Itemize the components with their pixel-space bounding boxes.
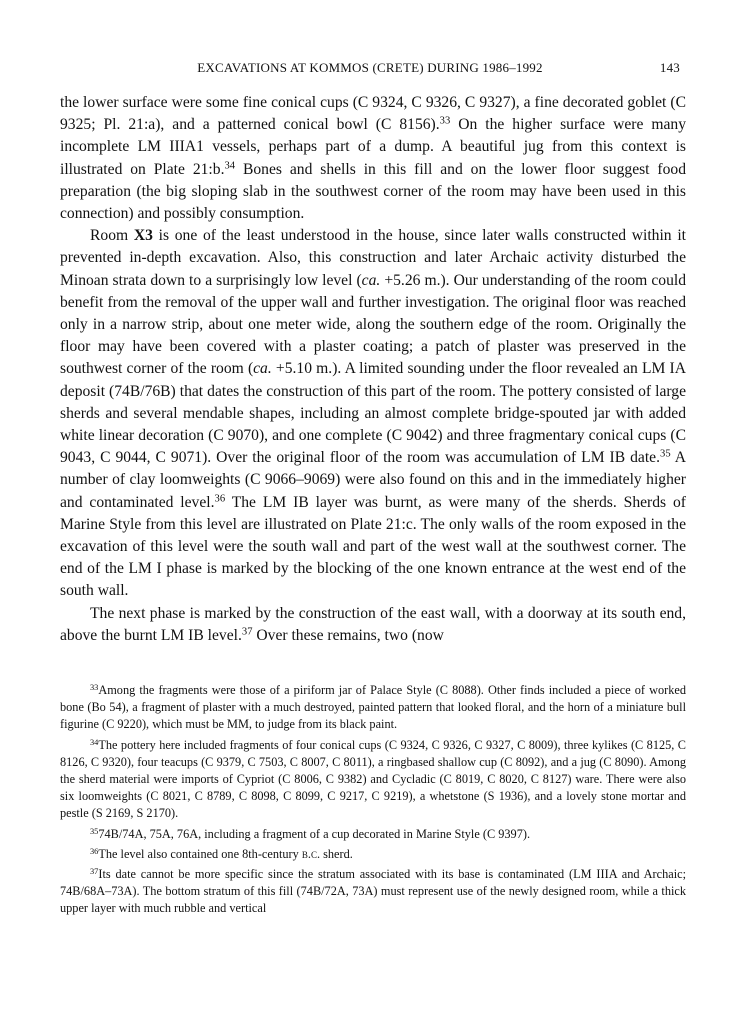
footnote-ref-33[interactable]: 33 xyxy=(439,115,451,127)
footnote-ref-36[interactable]: 36 xyxy=(214,493,226,505)
footnote-number: 35 xyxy=(90,826,99,836)
text-run: The next phase is marked by the construction of the east wall, with a doorway at its south end, above the burnt LM IB level. xyxy=(60,604,686,644)
footnote-37 xyxy=(60,866,686,918)
paragraph-3 xyxy=(60,603,686,647)
footnote-text: Among the fragments were those of a piriform jar of Palace Style (C 8088). Other finds included a piece of worked bone (Bo 54), a fragment of plaster with a much destroyed, painted pattern that looked floral, and the horn of a miniature bull figurine (C 9220), which must be MM, to judge from its black paint. xyxy=(60,683,686,732)
text-run: On the higher surface were many incomplete LM IIIA1 vessels, perhaps part of a dump. A beautiful jug from this context is illustrated on Plate 21:b. xyxy=(60,116,686,178)
footnote-number: 37 xyxy=(90,866,99,876)
footnotes xyxy=(60,682,686,921)
footnote-text: sherd. xyxy=(320,846,353,861)
page-number: 143 xyxy=(659,60,680,75)
body-text xyxy=(60,92,686,647)
footnote-text: The pottery here included fragments of four conical cups (C 9324, C 9326, C 9327, C 8009), three kylikes (C 8125, C 8126, C 9320), four teacups (C 9379, C 7503, C 8007, C 8011), a ringbased shallow cup (C 8092), and a jug (C 8090). Among the sherd material were imports of Cypriot (C 8006, C 9382) and Cycladic (C 8019, C 8020, C 8127) ware. There were also six loomweights (C 8021, C 8789, C 8098, C 8099, C 9217, C 9219), a whetstone (S 1936), and a lovely stone mortar and pestle (S 2169, S 2170). xyxy=(60,737,686,821)
footnote-33 xyxy=(60,682,686,734)
circa-abbrev: ca. xyxy=(361,271,381,289)
paragraph-2 xyxy=(60,225,686,602)
footnote-35 xyxy=(60,826,686,843)
running-head xyxy=(60,60,680,82)
text-run: The LM IB layer was burnt, as were many of the sherds. Sherds of Marine Style from this level are illustrated on Plate 21:c. The only walls of the room exposed in the excavation of this level were the south wall and part of the west wall at the southwest corner. The end of the LM I phase is marked by the blocking of the one known entrance at the west end of the south wall. xyxy=(60,493,686,600)
footnote-34 xyxy=(60,737,686,823)
bc-abbrev: b.c. xyxy=(301,846,321,861)
footnote-ref-35[interactable]: 35 xyxy=(660,448,671,460)
running-title: EXCAVATIONS AT KOMMOS (CRETE) DURING 1986–1992 xyxy=(197,60,543,75)
footnote-ref-34[interactable]: 34 xyxy=(224,160,236,172)
footnote-ref-37[interactable]: 37 xyxy=(241,626,253,638)
text-run: A number of clay loomweights (C 9066–9069) were also found on this and in the immediately higher and contaminated level. xyxy=(60,449,686,511)
footnote-36 xyxy=(60,846,686,863)
text-run: is one of the least understood in the house, since later walls constructed within it prevented in-depth excavation. Also, this construction and later Archaic activity disturbed the Minoan strata down to a surprisingly low level ( xyxy=(60,227,686,289)
footnote-number: 33 xyxy=(90,682,99,692)
text-run: Bones and shells in this fill and on the lower floor suggest food preparation (the big sloping slab in the southwest corner of the room may have been used in this connection) and possibly consumption. xyxy=(60,160,687,223)
text-run: +5.26 m.). Our understanding of the room could benefit from the removal of the upper wall and further investigation. The original floor was reached only in a narrow strip, about one meter wide, along the southern edge of the room. Originally the floor may have been covered with a plaster coating; a patch of plaster was preserved in the southwest corner of the room ( xyxy=(60,271,686,378)
text-run: Room xyxy=(90,227,134,245)
footnote-text: The level also contained one 8th-century xyxy=(98,846,302,861)
room-label: X3 xyxy=(133,227,153,245)
text-run: Over these remains, two (now xyxy=(252,626,444,644)
footnote-number: 34 xyxy=(90,737,99,747)
text-run: +5.10 m.). A limited sounding under the floor revealed an LM IA deposit (74B/76B) that dates the construction of this part of the room. The pottery consisted of large sherds and several mendable shapes, including an almost complete bridge-spouted jar with added white linear decoration (C 9070), and one complete (C 9042) and three fragmentary conical cups (C 9043, C 9044, C 9071). Over the original floor of the room was accumulation of LM IB date. xyxy=(60,360,686,467)
footnote-number: 36 xyxy=(90,846,99,856)
paragraph-1 xyxy=(60,92,686,225)
text-run: the lower surface were some fine conical cups (C 9324, C 9326, C 9327), a fine decorated goblet (C 9325; Pl. 21:a), and a patterned conical bowl (C 8156). xyxy=(60,94,686,134)
footnote-text: Its date cannot be more specific since the stratum associated with its base is contaminated (LM IIIA and Archaic; 74B/68A–73A). The bottom stratum of this fill (74B/72A, 73A) must represent use of the newly designed room, while a thick upper layer with much rubble and vertical xyxy=(60,867,686,916)
footnote-text: 74B/74A, 75A, 76A, including a fragment of a cup decorated in Marine Style (C 9397). xyxy=(98,826,531,841)
circa-abbrev: ca. xyxy=(253,360,272,378)
